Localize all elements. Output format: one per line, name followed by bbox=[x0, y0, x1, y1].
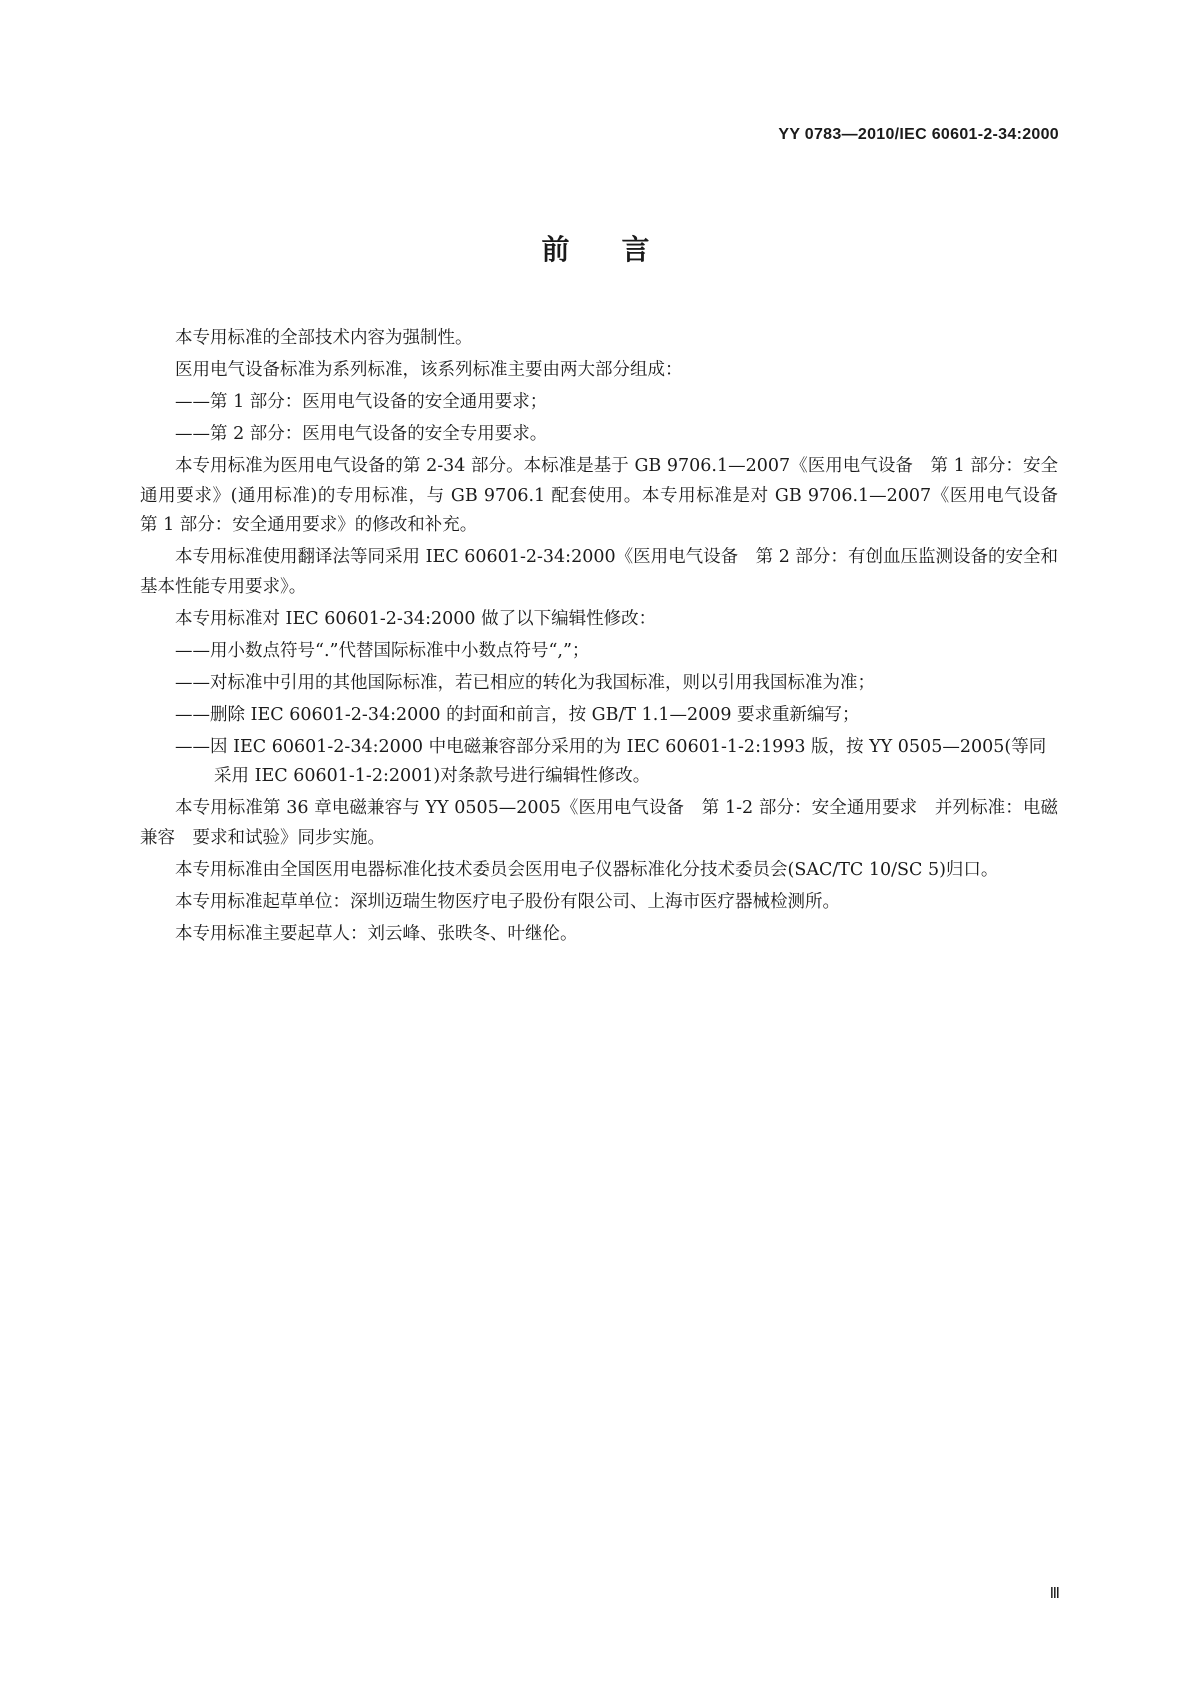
list-item-part-2: ——第 2 部分：医用电气设备的安全专用要求。 bbox=[175, 424, 548, 444]
paragraph-mandatory: 本专用标准的全部技术内容为强制性。 bbox=[175, 328, 473, 348]
foreword-body bbox=[140, 324, 1076, 952]
paragraph-editorial-intro: 本专用标准对 IEC 60601-2-34:2000 做了以下编辑性修改： bbox=[175, 608, 657, 629]
list-item-cover-removed: ——删除 IEC 60601-2-34:2000 的封面和前言，按 GB/T 1.1—2009 要求重新编写； bbox=[175, 704, 860, 725]
list-item-decimal-point: ——用小数点符号“.”代替国际标准中小数点符号“,”； bbox=[175, 640, 590, 661]
list-item-referenced-standards: ——对标准中引用的其他国际标准，若已相应的转化为我国标准，则以引用我国标准为准； bbox=[175, 672, 875, 693]
paragraph-drafters: 本专用标准主要起草人：刘云峰、张昳冬、叶继伦。 bbox=[175, 923, 578, 944]
paragraph-emc-chapter: 本专用标准第 36 章电磁兼容与 YY 0505—2005《医用电气设备 第 1-2 部分：安全通用要求 并列标准：电磁兼容 要求和试验》同步实施。 bbox=[140, 798, 1058, 848]
page-number: Ⅲ bbox=[1049, 1586, 1059, 1602]
list-item-part-1: ——第 1 部分：医用电气设备的安全通用要求； bbox=[175, 392, 548, 412]
paragraph-drafting-units: 本专用标准起草单位：深圳迈瑞生物医疗电子股份有限公司、上海市医疗器械检测所。 bbox=[175, 891, 840, 912]
standard-number-header: YY 0783—2010/IEC 60601-2-34:2000 bbox=[778, 126, 1059, 143]
paragraph-series-intro: 医用电气设备标准为系列标准，该系列标准主要由两大部分组成： bbox=[175, 360, 683, 380]
page-title: 前言 bbox=[541, 233, 702, 266]
paragraph-committee: 本专用标准由全国医用电器标准化技术委员会医用电子仪器标准化分技术委员会(SAC/TC 10/SC 5)归口。 bbox=[175, 859, 999, 880]
paragraph-relation-gb9706: 本专用标准为医用电气设备的第 2-34 部分。本标准是基于 GB 9706.1—2007《医用电气设备 第 1 部分：安全通用要求》(通用标准)的专用标准，与 GB 9706.1 配套使用。本专用标准是对 GB 9706.1—2007《医用电气设备 第 1 部分：安全通用要求》的修改和补充。 bbox=[140, 456, 1076, 535]
list-item-emc-clauses: ——因 IEC 60601-2-34:2000 中电磁兼容部分采用的为 IEC 60601-1-2:1993 版，按 YY 0505—2005(等同采用 IEC 60601-1-2:2001)对条款号进行编辑性修改。 bbox=[175, 736, 1047, 786]
paragraph-adoption: 本专用标准使用翻译法等同采用 IEC 60601-2-34:2000《医用电气设备 第 2 部分：有创血压监测设备的安全和基本性能专用要求》。 bbox=[140, 547, 1058, 597]
